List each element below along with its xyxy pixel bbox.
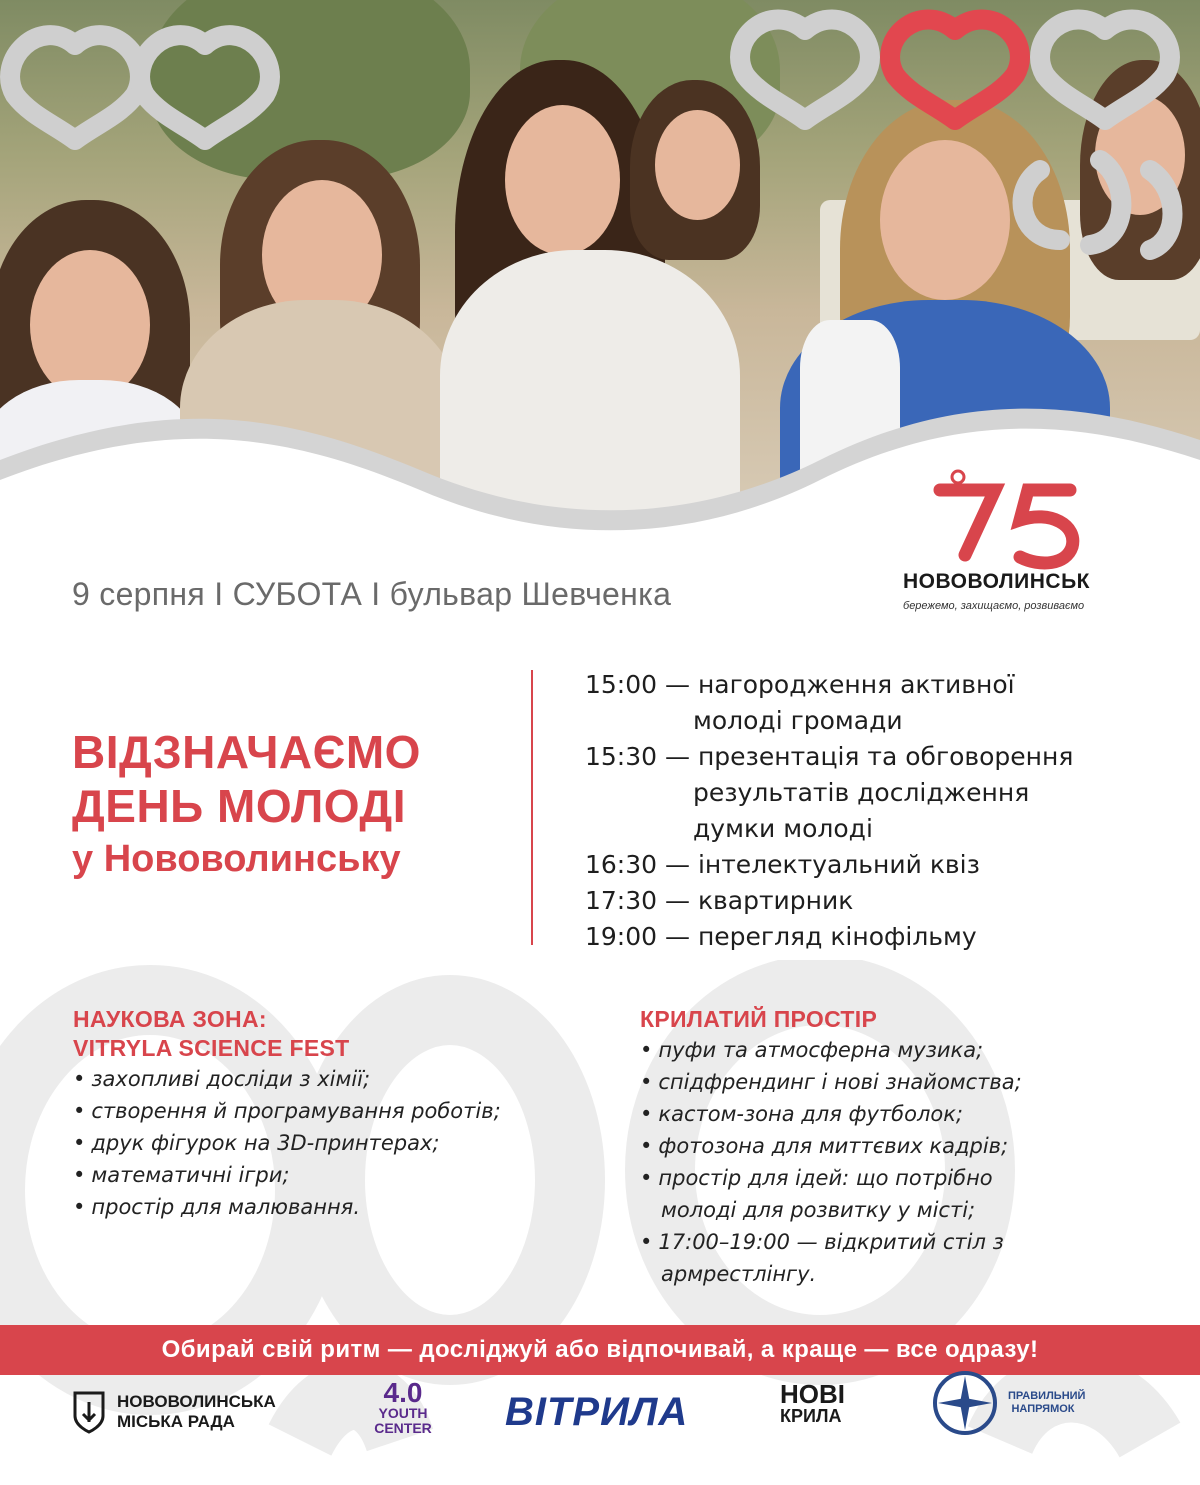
- logo-city-name: НОВОВОЛИНСЬК: [903, 570, 1091, 593]
- list-item-cont: армрестлінгу.: [661, 1262, 817, 1286]
- schedule-time: 15:00: [585, 670, 658, 699]
- schedule-text-cont: молоді громади: [693, 706, 903, 735]
- slogan-text: Обирай свій ритм — досліджуй або відпочивай, а краще — все одразу!: [161, 1336, 1039, 1363]
- list-item: • створення й програмування роботів;: [73, 1099, 501, 1123]
- partner-name: ПРАВИЛЬНИЙ: [1008, 1390, 1086, 1402]
- list-item: • кастом-зона для футболок;: [640, 1102, 963, 1126]
- list-item-cont: молоді для розвитку у місті;: [661, 1198, 976, 1222]
- list-item: • захопливі досліди з хімії;: [73, 1067, 371, 1091]
- zone-title: НАУКОВА ЗОНА:: [73, 1006, 267, 1032]
- partner-name: НОВІ: [780, 1379, 845, 1409]
- partner-logos: [0, 1377, 1200, 1485]
- partner-name: 4.0: [383, 1377, 423, 1408]
- zone-subtitle: VITRYLA SCIENCE FEST: [73, 1035, 350, 1061]
- schedule-time: 19:00: [585, 922, 658, 951]
- shield-icon: [72, 1390, 106, 1434]
- partner-name: YOUTH: [378, 1405, 428, 1421]
- list-item: • пуфи та атмосферна музика;: [640, 1038, 984, 1062]
- heart-ornaments: [0, 0, 1200, 300]
- schedule-text-cont: результатів дослідження: [693, 778, 1030, 807]
- winged-zone-list: [640, 1034, 1022, 1290]
- schedule-time: 17:30: [585, 886, 658, 915]
- compass-icon: [930, 1368, 1000, 1438]
- partner-vitryla: ВІТРИЛА: [505, 1390, 689, 1434]
- partner-youth-center: [368, 1377, 438, 1436]
- partner-name: CENTER: [374, 1420, 432, 1436]
- logo-motto: бережемо, захищаємо, розвиваємо: [903, 600, 1085, 612]
- zone-title: КРИЛАТИЙ ПРОСТІР: [640, 1006, 878, 1032]
- schedule-text: нагородження активної: [697, 670, 1015, 699]
- schedule-text: перегляд кінофільму: [697, 922, 977, 951]
- schedule-item: 15:00 — нагородження активної: [585, 670, 1015, 699]
- hearts-icon: [0, 0, 1200, 300]
- divider: [531, 670, 533, 945]
- list-item: • фотозона для миттєвих кадрів;: [640, 1134, 1009, 1158]
- partner-name: КРИЛА: [780, 1406, 842, 1426]
- schedule-time: 16:30: [585, 850, 658, 879]
- schedule-text: презентація та обговорення: [697, 742, 1074, 771]
- headline: [72, 725, 421, 885]
- partner-novi-kryla: [780, 1379, 860, 1426]
- schedule-item: 16:30 — інтелектуальний квіз: [585, 850, 980, 879]
- headline-line: ВІДЗНАЧАЄМО: [72, 726, 421, 778]
- list-item: • простір для малювання.: [73, 1195, 360, 1219]
- list-item: • 17:00–19:00 — відкритий стіл з: [640, 1230, 1004, 1254]
- schedule-text: інтелектуальний квіз: [697, 850, 980, 879]
- science-zone: [73, 1005, 501, 1223]
- list-item: • спідфрендинг і нові знайомства;: [640, 1070, 1022, 1094]
- schedule-time: 15:30: [585, 742, 658, 771]
- science-zone-list: [73, 1063, 501, 1223]
- schedule-text-cont: думки молоді: [693, 814, 873, 843]
- partner-name: НАПРЯМОК: [1011, 1403, 1075, 1415]
- schedule-item: 17:30 — квартирник: [585, 886, 854, 915]
- list-item: • математичні ігри;: [73, 1163, 290, 1187]
- event-date-location: 9 серпня І СУБОТА І бульвар Шевченка: [72, 576, 672, 612]
- list-item: • простір для ідей: що потрібно: [640, 1166, 993, 1190]
- winged-space-zone: [640, 1005, 1022, 1290]
- schedule: [585, 667, 1073, 955]
- partner-name: МІСЬКА РАДА: [117, 1412, 235, 1431]
- list-item: • друк фігурок на 3D-принтерах;: [73, 1131, 440, 1155]
- schedule-item: 19:00 — перегляд кінофільму: [585, 922, 977, 951]
- partner-name: НОВОВОЛИНСЬКА: [117, 1392, 276, 1411]
- headline-line: ДЕНЬ МОЛОДІ: [72, 780, 406, 832]
- schedule-item: 15:30 — презентація та обговорення: [585, 742, 1074, 771]
- headline-line: у Нововолинську: [72, 838, 401, 880]
- schedule-text: квартирник: [697, 886, 854, 915]
